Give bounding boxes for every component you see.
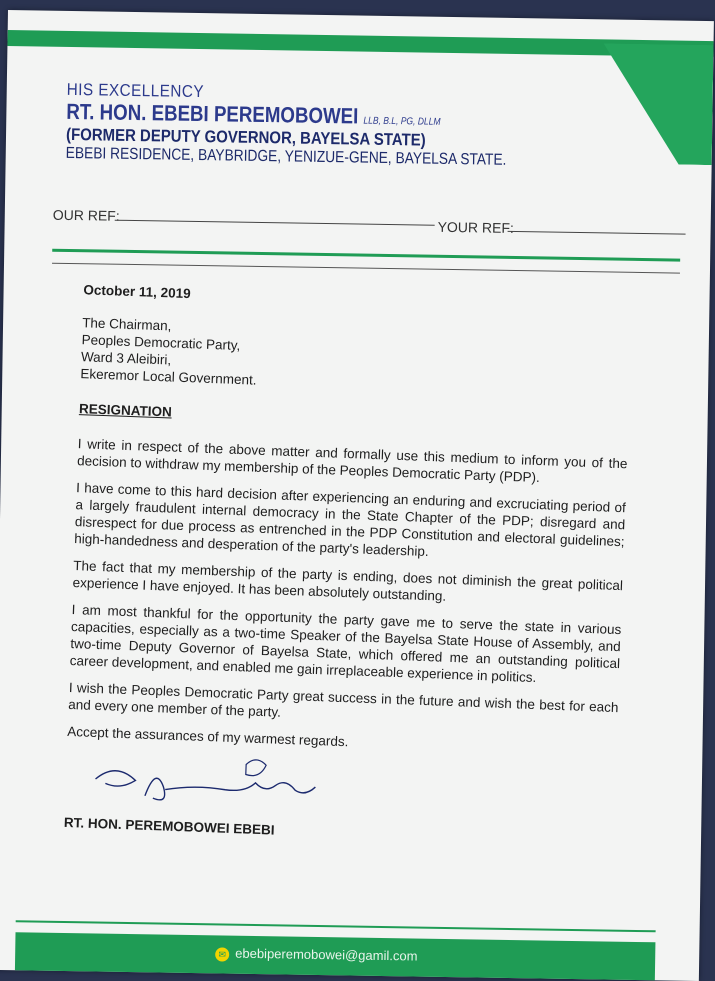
recipient-address — [80, 314, 632, 402]
our-ref-line — [115, 220, 435, 226]
letter-paragraph: I write in respect of the above matter and formally use this medium to inform you of the decision to withdraw my membership of the Peoples Democratic Party (PDP). — [76, 436, 628, 486]
letter-body — [64, 281, 634, 851]
our-ref-label: OUR REF: — [52, 206, 120, 224]
mail-icon: ✉ — [215, 947, 229, 961]
letter-subject: RESIGNATION — [78, 401, 173, 420]
signatory-name: RT. HON. PEREMOBOWEI EBEBI — [63, 814, 275, 838]
recipient-line: Ward 3 Aleibiri, — [80, 349, 172, 368]
letter-date: October 11, 2019 — [83, 282, 191, 302]
header-divider-thin — [52, 263, 680, 274]
footer-email — [215, 945, 418, 964]
header-divider — [52, 249, 680, 262]
recipient-line: Ekeremor Local Government. — [80, 366, 257, 388]
letterhead-corner-graphic — [602, 43, 714, 165]
letter-paragraph: I wish the Peoples Democratic Party great success in the future and wish the best for each and every one member of the party. — [67, 679, 619, 720]
letterhead-former-position: (FORMER DEPUTY GOVERNOR, BAYELSA STATE) — [65, 124, 426, 150]
letterhead-name: RT. HON. EBEBI PEREMOBOWEI — [66, 98, 359, 129]
letterhead — [66, 81, 580, 170]
handwritten-signature — [84, 749, 346, 818]
footer-divider — [16, 920, 656, 932]
letter-footer — [15, 932, 656, 981]
letterhead-title: HIS EXCELLENCY — [66, 79, 205, 102]
letterhead-qualifications: LLB, B.L, PG, DLLM — [363, 115, 441, 128]
recipient-line: Peoples Democratic Party, — [81, 332, 241, 353]
reference-row — [52, 206, 693, 236]
recipient-line: The Chairman, — [81, 315, 172, 334]
footer-email-text[interactable]: ebebiperemobowei@gamil.com — [235, 945, 418, 964]
letterhead-address: EBEBI RESIDENCE, BAYBRIDGE, YENIZUE-GENE, BAYELSA STATE. — [65, 144, 507, 169]
your-ref-label: YOUR REF: — [437, 218, 514, 236]
your-ref-line — [508, 231, 686, 235]
letter-closing: Accept the assurances of my warmest regards. — [66, 723, 349, 750]
letter-paragraph: I have come to this hard decision after experiencing an enduring and excruciating period of a largely fraudulent internal democracy in the State Chapter of the PDP; disregard and disrespect for due process as entrenched in the PDP Constitution and electoral guidelines; high-handedness and desperation of the party's leadership. — [74, 480, 627, 560]
letter-paragraph: The fact that my membership of the party is ending, does not diminish the great political experience I have enjoyed. It has been absolutely outstanding. — [72, 558, 624, 604]
letter-paper — [0, 10, 714, 981]
letter-paragraph: I am most thankful for the opportunity the party gave me to serve the state in various capacities, especially as a two-time Speaker of the Bayelsa State House of Assembly, and two-time Deputy Governor of Bayelsa State, which offered me an outstanding political career development, and enabled me gain irreplaceable experience in politics. — [69, 602, 622, 686]
